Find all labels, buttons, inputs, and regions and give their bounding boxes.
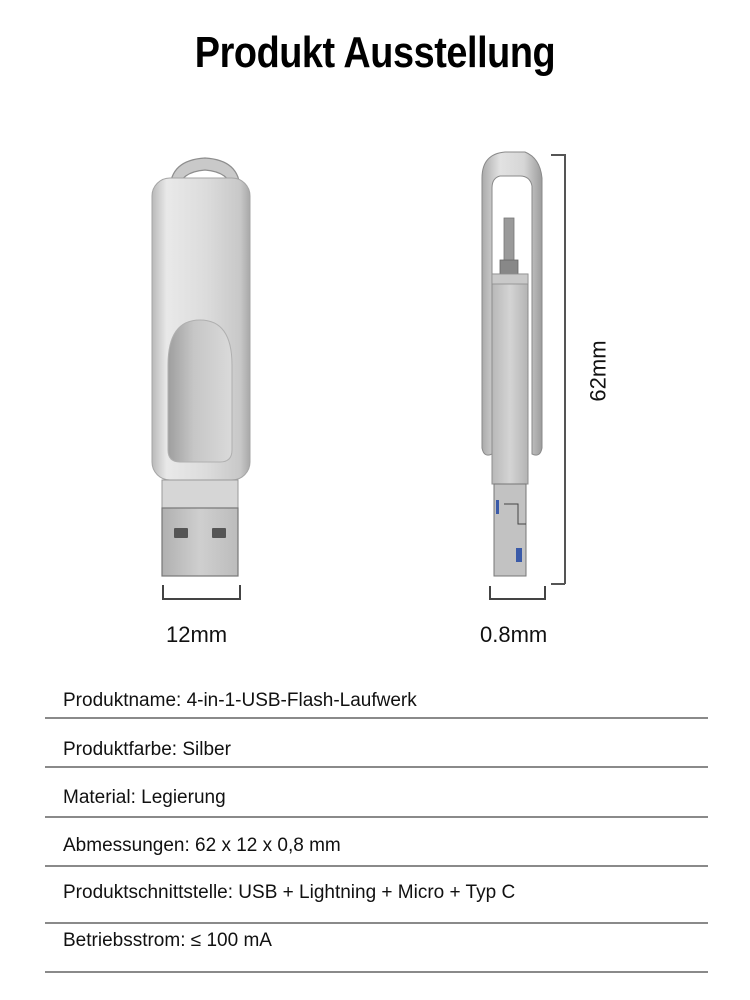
spec-divider (45, 971, 708, 973)
usb-drive-side-illustration (470, 148, 550, 598)
length-dimension-line (564, 154, 566, 584)
spec-divider (45, 865, 708, 867)
spec-operating-current: Betriebsstrom: ≤ 100 mA (63, 930, 272, 951)
usb-drive-front-image (140, 150, 270, 600)
thickness-dimension-bracket (489, 586, 546, 600)
usb-drive-front-illustration (140, 150, 270, 600)
spec-divider (45, 922, 708, 924)
spec-product-name: Produktname: 4-in-1-USB-Flash-Laufwerk (63, 690, 417, 711)
spec-dimensions: Abmessungen: 62 x 12 x 0,8 mm (63, 835, 341, 856)
spec-divider (45, 717, 708, 719)
spec-divider (45, 816, 708, 818)
spec-product-color: Produktfarbe: Silber (63, 739, 231, 760)
length-dimension-top-tick (551, 154, 565, 156)
spec-interface: Produktschnittstelle: USB + Lightning + Micro + Typ C (63, 882, 516, 903)
length-dimension-bottom-tick (551, 583, 565, 585)
spec-divider (45, 766, 708, 768)
page-title: Produkt Ausstellung (194, 28, 556, 77)
width-dimension-label: 12mm (166, 622, 228, 647)
usb-drive-side-image (470, 148, 550, 598)
spec-material: Material: Legierung (63, 787, 226, 808)
thickness-dimension-label: 0.8mm (480, 622, 548, 647)
width-dimension-bracket (162, 585, 241, 600)
length-dimension-label: 62mm (585, 340, 611, 402)
